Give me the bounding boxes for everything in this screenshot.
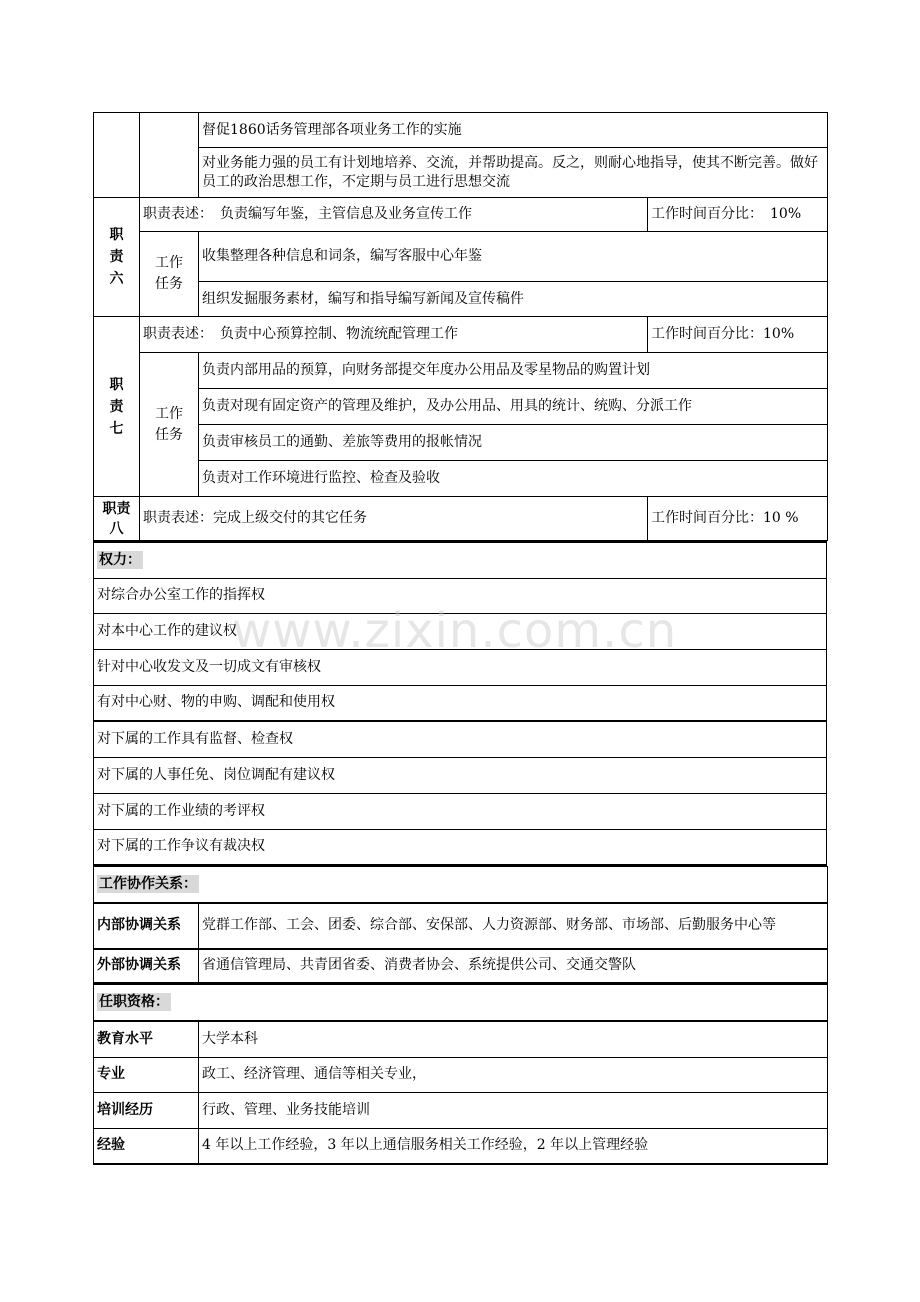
duty-six-description: 职责表述： 负责编写年鉴，主管信息及业务宣传工作 <box>140 198 648 232</box>
duty-six-task: 收集整理各种信息和词条，编写客服中心年鉴 <box>199 232 828 282</box>
duty-six-label: 职 责 六 <box>94 198 140 317</box>
task-item: 对业务能力强的员工有计划地培养、交流，并帮助提高。反之，则耐心地指导，使其不断完善。做好员工的政治思想工作，不定期与员工进行思想交流 <box>199 148 828 198</box>
duty-seven-time-percentage: 工作时间百分比：10% <box>648 317 828 353</box>
major-value: 政工、经济管理、通信等相关专业， <box>199 1057 828 1092</box>
training-value: 行政、管理、业务技能培训 <box>199 1092 828 1128</box>
external-relations-label: 外部协调关系 <box>94 949 199 983</box>
task-item: 督促1860话务管理部各项业务工作的实施 <box>199 113 828 148</box>
power-table <box>93 541 827 866</box>
power-heading: 权力： <box>94 542 827 578</box>
duty-six-task-label: 工作 任务 <box>140 232 199 317</box>
qualification-table <box>93 984 828 1166</box>
duty-seven-task: 负责内部用品的预算，向财务部提交年度办公用品及零星物品的购置计划 <box>199 353 828 389</box>
power-item: 对本中心工作的建议权 <box>94 613 827 649</box>
education-label: 教育水平 <box>94 1021 199 1057</box>
cooperation-table <box>93 866 828 984</box>
duty-eight-label: 职责 八 <box>94 497 140 541</box>
internal-relations-label: 内部协调关系 <box>94 903 199 949</box>
duty-label-cell <box>94 113 140 198</box>
education-value: 大学本科 <box>199 1021 828 1057</box>
experience-value: 4 年以上工作经验，3 年以上通信服务相关工作经验，2 年以上管理经验 <box>199 1128 828 1164</box>
job-description-document <box>93 112 827 1165</box>
duty-seven-label: 职 责 七 <box>94 317 140 497</box>
power-item: 对综合办公室工作的指挥权 <box>94 578 827 613</box>
qualification-heading: 任职资格： <box>94 984 828 1021</box>
power-item: 对下属的工作具有监督、检查权 <box>94 721 827 757</box>
power-item: 有对中心财、物的申购、调配和使用权 <box>94 685 827 721</box>
power-item: 针对中心收发文及一切成文有审核权 <box>94 649 827 685</box>
power-item: 对下属的工作业绩的考评权 <box>94 793 827 829</box>
duties-table <box>93 112 828 541</box>
duty-eight-description: 职责表述：完成上级交付的其它任务 <box>140 497 648 541</box>
duty-seven-task: 负责对工作环境进行监控、检查及验收 <box>199 461 828 497</box>
duty-seven-task: 负责对现有固定资产的管理及维护，及办公用品、用具的统计、统购、分派工作 <box>199 389 828 425</box>
task-label-cell <box>140 113 199 198</box>
cooperation-heading: 工作协作关系： <box>94 867 828 903</box>
experience-label: 经验 <box>94 1128 199 1164</box>
major-label: 专业 <box>94 1057 199 1092</box>
duty-six-time-percentage: 工作时间百分比： 10% <box>648 198 828 232</box>
watermark: www.zixin.com.cn <box>232 603 678 659</box>
power-item: 对下属的人事任免、岗位调配有建议权 <box>94 757 827 793</box>
external-relations-value: 省通信管理局、共青团省委、消费者协会、系统提供公司、交通交警队 <box>199 949 828 983</box>
duty-six-task: 组织发掘服务素材，编写和指导编写新闻及宣传稿件 <box>199 282 828 317</box>
duty-seven-task-label: 工作 任务 <box>140 353 199 497</box>
training-label: 培训经历 <box>94 1092 199 1128</box>
duty-eight-time-percentage: 工作时间百分比：10 % <box>648 497 828 541</box>
duty-seven-task: 负责审核员工的通勤、差旅等费用的报帐情况 <box>199 425 828 461</box>
power-item: 对下属的工作争议有裁决权 <box>94 829 827 865</box>
internal-relations-value: 党群工作部、工会、团委、综合部、安保部、人力资源部、财务部、市场部、后勤服务中心等 <box>199 903 828 949</box>
duty-seven-description: 职责表述： 负责中心预算控制、物流统配管理工作 <box>140 317 648 353</box>
